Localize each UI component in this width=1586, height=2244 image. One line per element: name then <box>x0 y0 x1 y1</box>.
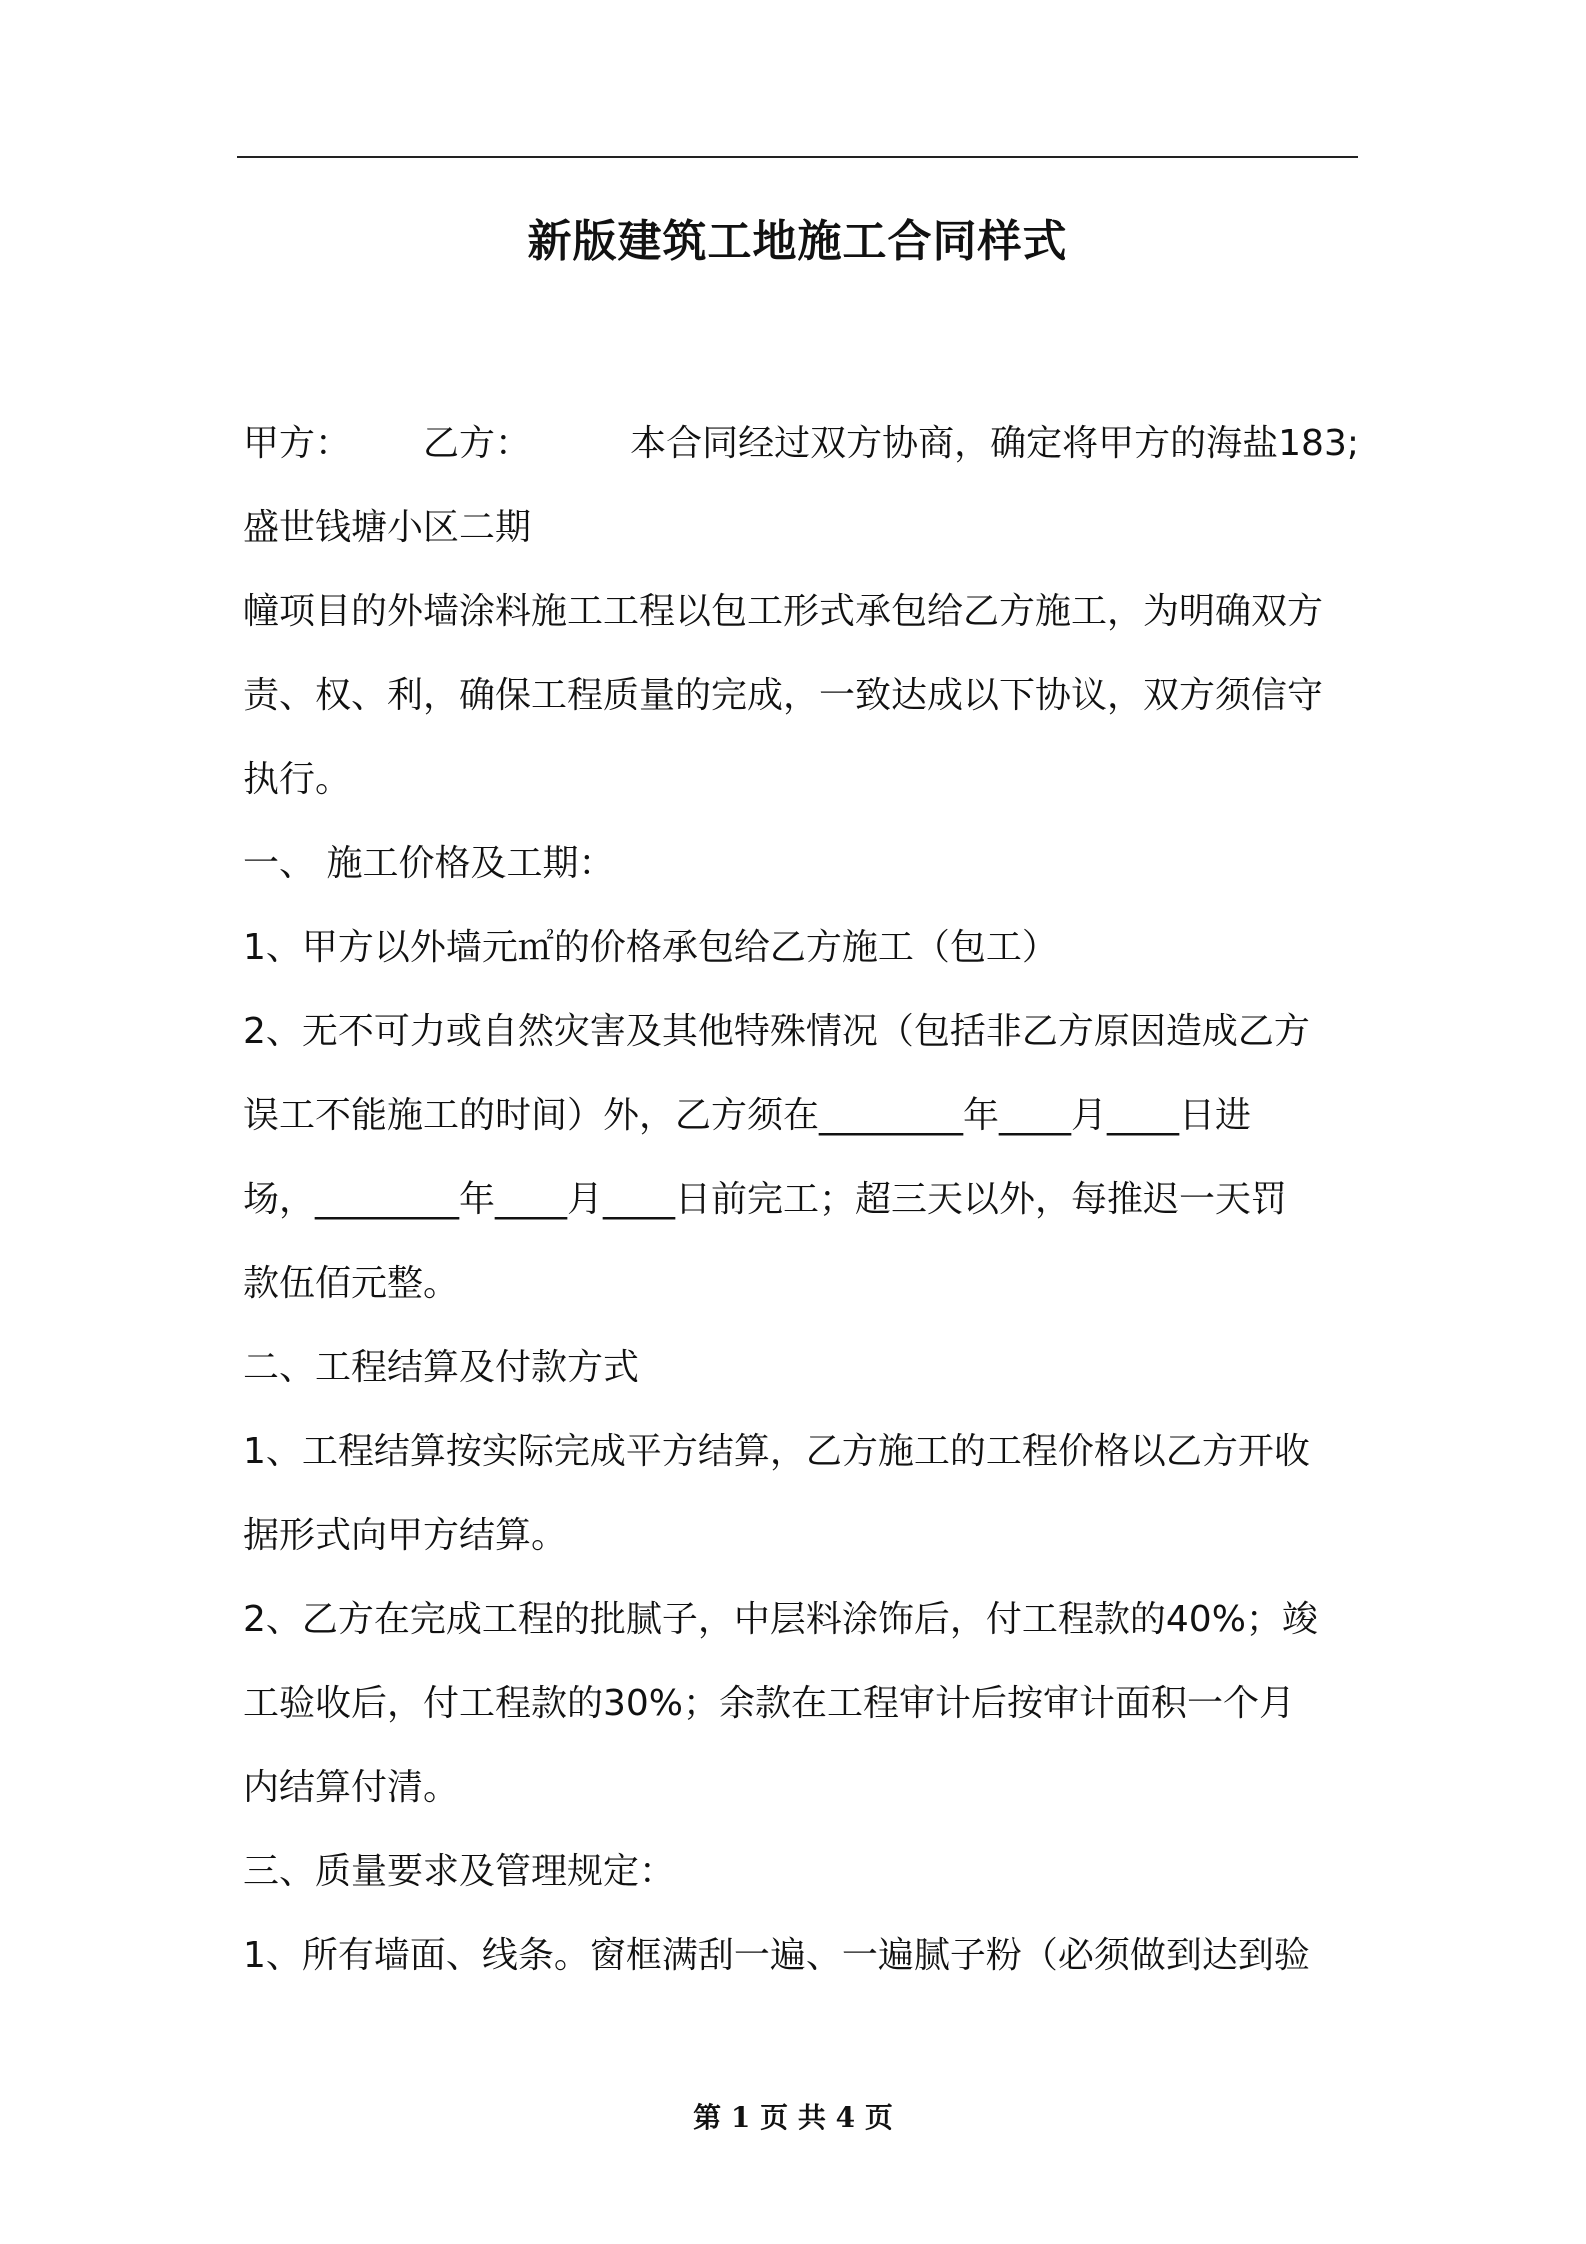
body-line: 2、无不可力或自然灾害及其他特殊情况（包括非乙方原因造成乙方 <box>243 1011 1310 1052</box>
body-line: 执行。 <box>243 759 352 800</box>
body-line: 1、所有墙面、线条。窗框满刮一遍、一遍腻子粉（必须做到达到验 <box>243 1935 1310 1976</box>
body-line: 1、工程结算按实际完成平方结算，乙方施工的工程价格以乙方开收 <box>243 1431 1310 1472</box>
parties-line <box>243 402 1359 486</box>
section-heading: 二、工程结算及付款方式 <box>243 1347 640 1388</box>
section-heading: 一、 施工价格及工期： <box>243 843 615 884</box>
body-line: 款伍佰元整。 <box>243 1263 460 1304</box>
intro-text: 本合同经过双方协商，确定将甲方的海盐183; <box>630 423 1359 464</box>
body-line: 责、权、利，确保工程质量的完成，一致达成以下协议，双方须信守 <box>243 675 1324 716</box>
header-rule <box>237 156 1358 158</box>
party-b-label: 乙方： <box>423 423 532 464</box>
body-line: 盛世钱塘小区二期 <box>243 507 532 548</box>
body-line: 内结算付清。 <box>243 1767 460 1808</box>
body-line: 2、乙方在完成工程的批腻子，中层料涂饰后，付工程款的40%；竣 <box>243 1599 1318 1640</box>
body-line: 工验收后，付工程款的30%；余款在工程审计后按审计面积一个月 <box>243 1683 1296 1724</box>
document-title: 新版建筑工地施工合同样式 <box>527 216 1068 267</box>
section-heading: 三、质量要求及管理规定： <box>243 1851 676 1892</box>
body-line: 场，________年____月____日前完工；超三天以外，每推迟一天罚 <box>243 1179 1288 1220</box>
body-line: 据形式向甲方结算。 <box>243 1515 568 1556</box>
body-line: 幢项目的外墙涂料施工工程以包工形式承包给乙方施工，为明确双方 <box>243 591 1324 632</box>
document-body <box>243 402 1359 1998</box>
body-line: 误工不能施工的时间）外，乙方须在________年____月____日进 <box>243 1095 1252 1136</box>
body-line: 1、甲方以外墙元㎡的价格承包给乙方施工（包工） <box>243 927 1058 968</box>
party-a-label: 甲方： <box>243 423 352 464</box>
page-number: 第 1 页 共 4 页 <box>693 2101 893 2134</box>
